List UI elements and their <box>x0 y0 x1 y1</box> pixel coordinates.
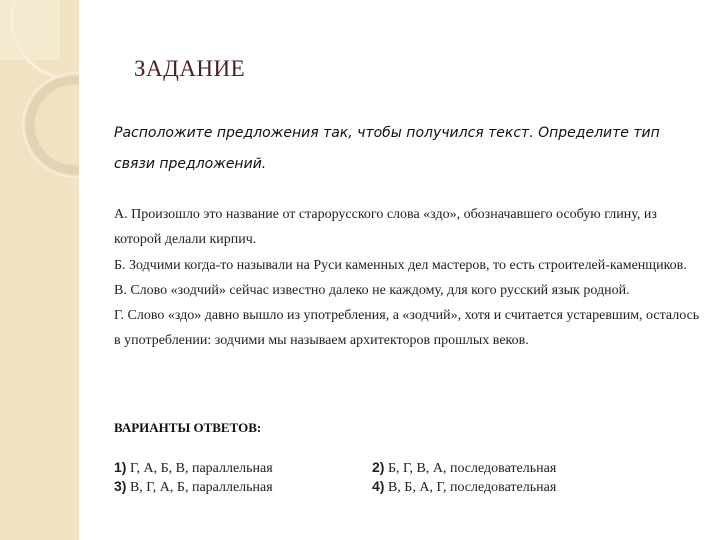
answer-text: Г, А, Б, В, параллельная <box>126 461 273 476</box>
sentence-a: А. Произошло это название от старорусского слова «здо», обозначавшего особую глину, из которой делали кирпич. <box>114 207 657 248</box>
decorative-circles-icon <box>0 0 79 540</box>
answer-1 <box>114 459 273 477</box>
answer-number: 4) <box>372 478 385 494</box>
answer-text: В, Б, А, Г, последовательная <box>384 480 557 495</box>
answer-number: 2) <box>372 459 385 475</box>
sentence-v: В. Слово «зодчий» сейчас известно далеко не каждому, для кого русский язык родной. <box>114 282 630 298</box>
sentences-list <box>114 202 704 354</box>
answer-3 <box>114 478 273 496</box>
sentence-g: Г. Слово «здо» давно вышло из употребления, а «зодчий», хотя и считается устаревшим, осталось в употреблении: зодчими мы называем архитекторов прошлых веков. <box>114 308 700 349</box>
decorative-sidebar <box>0 0 79 540</box>
variants-heading: ВАРИАНТЫ ОТВЕТОВ: <box>114 420 262 435</box>
answer-2 <box>372 459 556 477</box>
slide-title: ЗАДАНИЕ <box>134 56 246 81</box>
answer-text: В, Г, А, Б, параллельная <box>126 480 273 495</box>
answer-number: 3) <box>114 478 127 494</box>
task-instruction: Расположите предложения так, чтобы получился текст. Определите тип связи предложений. <box>114 125 660 172</box>
sentence-b: Б. Зодчими когда-то называли на Руси каменных дел мастеров, то есть строителей-каменщиков. <box>114 257 687 273</box>
answer-4 <box>372 478 556 496</box>
answer-text: Б, Г, В, А, последовательная <box>384 461 557 476</box>
answer-number: 1) <box>114 459 127 475</box>
